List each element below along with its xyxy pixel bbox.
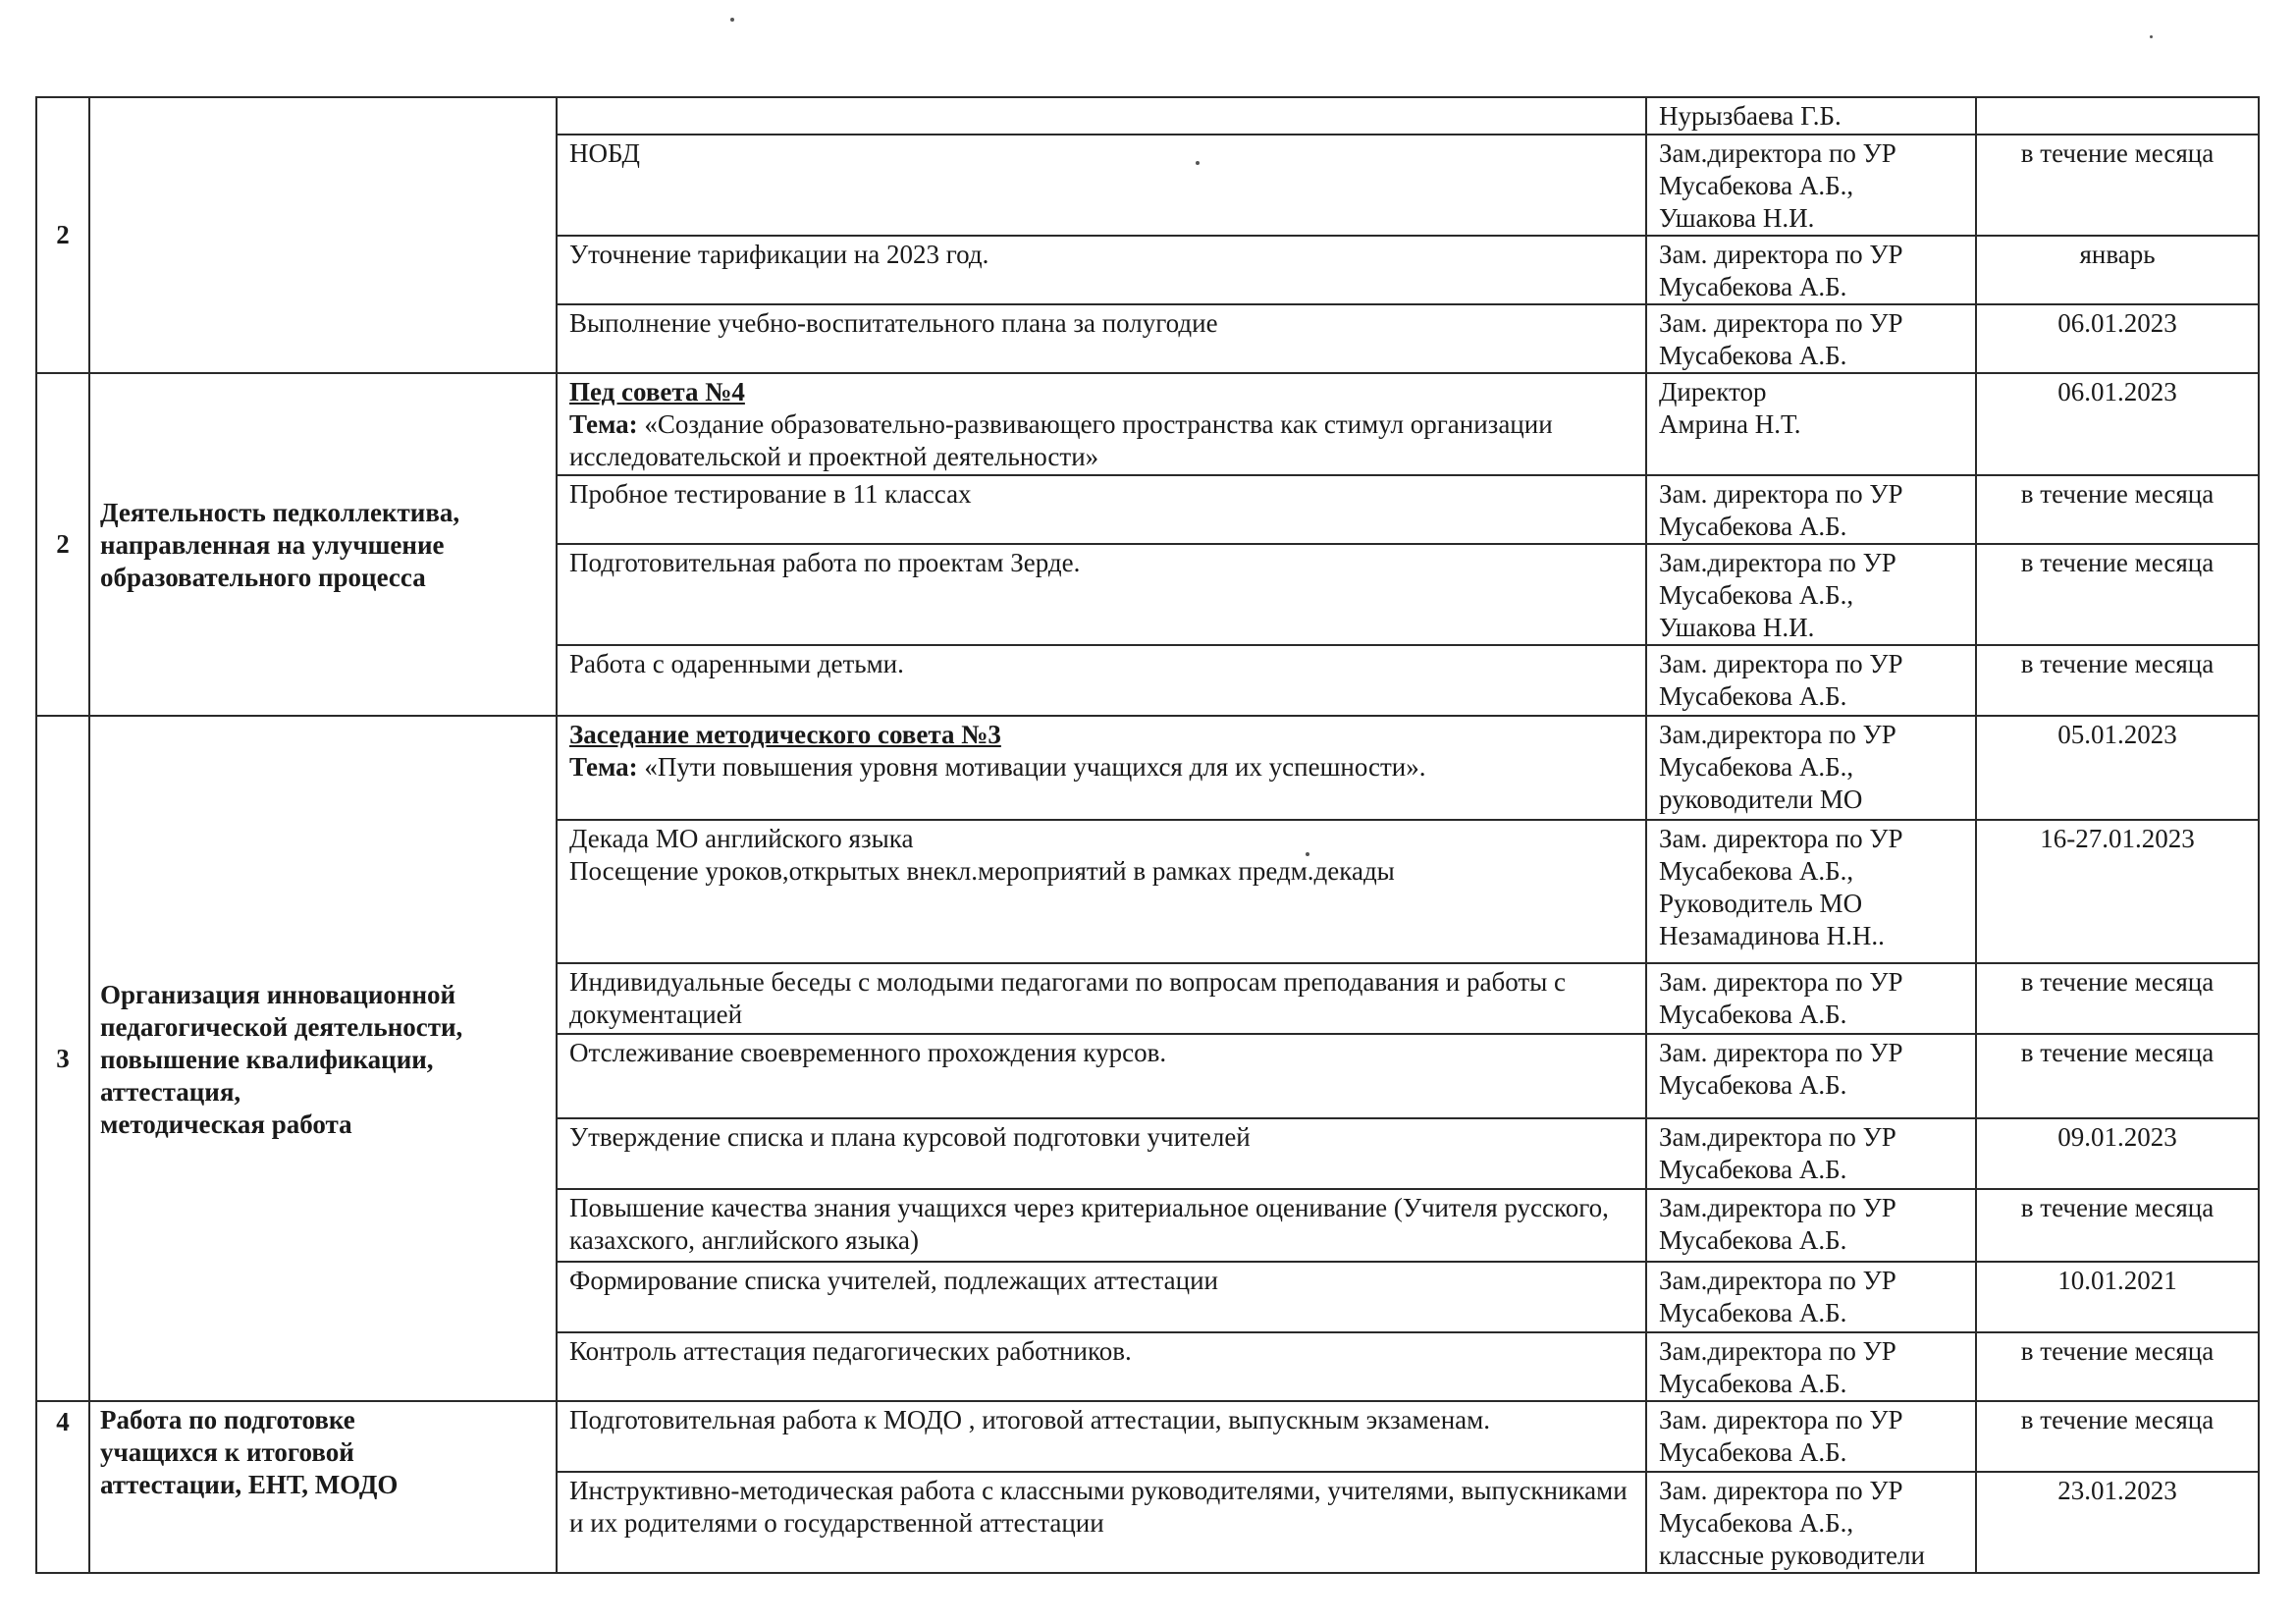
scan-speck (1196, 161, 1200, 165)
term-cell: в течение месяца (1976, 544, 2259, 645)
term-cell: в течение месяца (1976, 645, 2259, 716)
row-number: 4 (36, 1401, 89, 1573)
table-row (36, 373, 2259, 475)
section-title: Работа по подготовке учащихся к итоговой аттестации, ЕНТ, МОДО (89, 1401, 557, 1573)
table-row (36, 716, 2259, 820)
term-cell: в течение месяца (1976, 475, 2259, 544)
term-cell: январь (1976, 236, 2259, 304)
term-cell: 09.01.2023 (1976, 1118, 2259, 1189)
event-cell: Утверждение списка и плана курсовой подготовки учителей (557, 1118, 1646, 1189)
responsible-cell: Зам. директора по УР Мусабекова А.Б. (1646, 236, 1976, 304)
responsible-cell: Зам.директора по УР Мусабекова А.Б. (1646, 1262, 1976, 1332)
responsible-cell: Директор Амрина Н.Т. (1646, 373, 1976, 475)
scan-speck (1306, 852, 1309, 856)
event-cell: Подготовительная работа по проектам Зерде. (557, 544, 1646, 645)
event-cell: Контроль аттестация педагогических работников. (557, 1332, 1646, 1401)
row-number: 2 (36, 373, 89, 716)
event-cell: Повышение качества знания учащихся через критериальное оценивание (Учителя русского, казахского, английского языка) (557, 1189, 1646, 1262)
term-cell: в течение месяца (1976, 135, 2259, 236)
theme-label: Тема: (569, 752, 638, 782)
responsible-cell: Зам. директора по УР Мусабекова А.Б. (1646, 1034, 1976, 1118)
term-cell: 06.01.2023 (1976, 373, 2259, 475)
row-number: 2 (36, 97, 89, 373)
term-cell: в течение месяца (1976, 1189, 2259, 1262)
scan-speck (2150, 35, 2153, 38)
term-cell: в течение месяца (1976, 1034, 2259, 1118)
scan-speck (730, 18, 734, 22)
event-cell: Уточнение тарификации на 2023 год. (557, 236, 1646, 304)
theme-text: «Пути повышения уровня мотивации учащихся для их успешности». (637, 752, 1426, 782)
term-cell (1976, 97, 2259, 135)
responsible-cell: Зам. директора по УР Мусабекова А.Б. (1646, 645, 1976, 716)
responsible-cell: Зам.директора по УР Мусабекова А.Б. (1646, 1189, 1976, 1262)
plan-table (35, 96, 2260, 1574)
responsible-cell: Зам.директора по УР Мусабекова А.Б., руководители МО (1646, 716, 1976, 820)
section-title: Организация инновационной педагогической деятельности, повышение квалификации, аттестация, методическая работа (89, 716, 557, 1401)
responsible-cell: Зам. директора по УР Мусабекова А.Б. (1646, 475, 1976, 544)
event-cell: Выполнение учебно-воспитательного плана за полугодие (557, 304, 1646, 373)
event-cell: Декада МО английского языка Посещение уроков,открытых внекл.мероприятий в рамках предм.декады (557, 820, 1646, 963)
event-cell: Индивидуальные беседы с молодыми педагогами по вопросам преподавания и работы с документацией (557, 963, 1646, 1034)
event-title: Заседание методического совета №3 (569, 720, 1001, 749)
responsible-cell: Зам.директора по УР Мусабекова А.Б., Ушакова Н.И. (1646, 135, 1976, 236)
event-cell (557, 716, 1646, 820)
event-cell (557, 97, 1646, 135)
responsible-cell: Зам.директора по УР Мусабекова А.Б. (1646, 1332, 1976, 1401)
event-cell (557, 373, 1646, 475)
responsible-cell: Зам. директора по УР Мусабекова А.Б., классные руководители (1646, 1472, 1976, 1573)
table-row (36, 1401, 2259, 1472)
responsible-cell: Зам.директора по УР Мусабекова А.Б. (1646, 1118, 1976, 1189)
term-cell: 16-27.01.2023 (1976, 820, 2259, 963)
event-cell: Пробное тестирование в 11 классах (557, 475, 1646, 544)
responsible-cell: Зам. директора по УР Мусабекова А.Б., Руководитель МО Незамадинова Н.Н.. (1646, 820, 1976, 963)
term-cell: 10.01.2021 (1976, 1262, 2259, 1332)
term-cell: 06.01.2023 (1976, 304, 2259, 373)
event-cell: Подготовительная работа к МОДО , итоговой аттестации, выпускным экзаменам. (557, 1401, 1646, 1472)
responsible-cell: Зам.директора по УР Мусабекова А.Б., Ушакова Н.И. (1646, 544, 1976, 645)
responsible-cell: Нурызбаева Г.Б. (1646, 97, 1976, 135)
term-cell: в течение месяца (1976, 1401, 2259, 1472)
event-cell: НОБД (557, 135, 1646, 236)
theme-label: Тема: (569, 409, 638, 439)
term-cell: 05.01.2023 (1976, 716, 2259, 820)
term-cell: в течение месяца (1976, 963, 2259, 1034)
event-title: Пед совета №4 (569, 377, 745, 406)
event-cell: Работа с одаренными детьми. (557, 645, 1646, 716)
table-row (36, 97, 2259, 135)
term-cell: в течение месяца (1976, 1332, 2259, 1401)
section-title (89, 97, 557, 373)
term-cell: 23.01.2023 (1976, 1472, 2259, 1573)
event-cell: Формирование списка учителей, подлежащих аттестации (557, 1262, 1646, 1332)
section-title: Деятельность педколлектива, направленная на улучшение образовательного процесса (89, 373, 557, 716)
theme-text: «Создание образовательно-развивающего пространства как стимул организации исследовательской и проектной деятельности» (569, 409, 1553, 471)
responsible-cell: Зам. директора по УР Мусабекова А.Б. (1646, 963, 1976, 1034)
row-number: 3 (36, 716, 89, 1401)
event-cell: Инструктивно-методическая работа с классными руководителями, учителями, выпускниками и их родителями о государственной аттестации (557, 1472, 1646, 1573)
responsible-cell: Зам. директора по УР Мусабекова А.Б. (1646, 1401, 1976, 1472)
responsible-cell: Зам. директора по УР Мусабекова А.Б. (1646, 304, 1976, 373)
event-cell: Отслеживание своевременного прохождения курсов. (557, 1034, 1646, 1118)
